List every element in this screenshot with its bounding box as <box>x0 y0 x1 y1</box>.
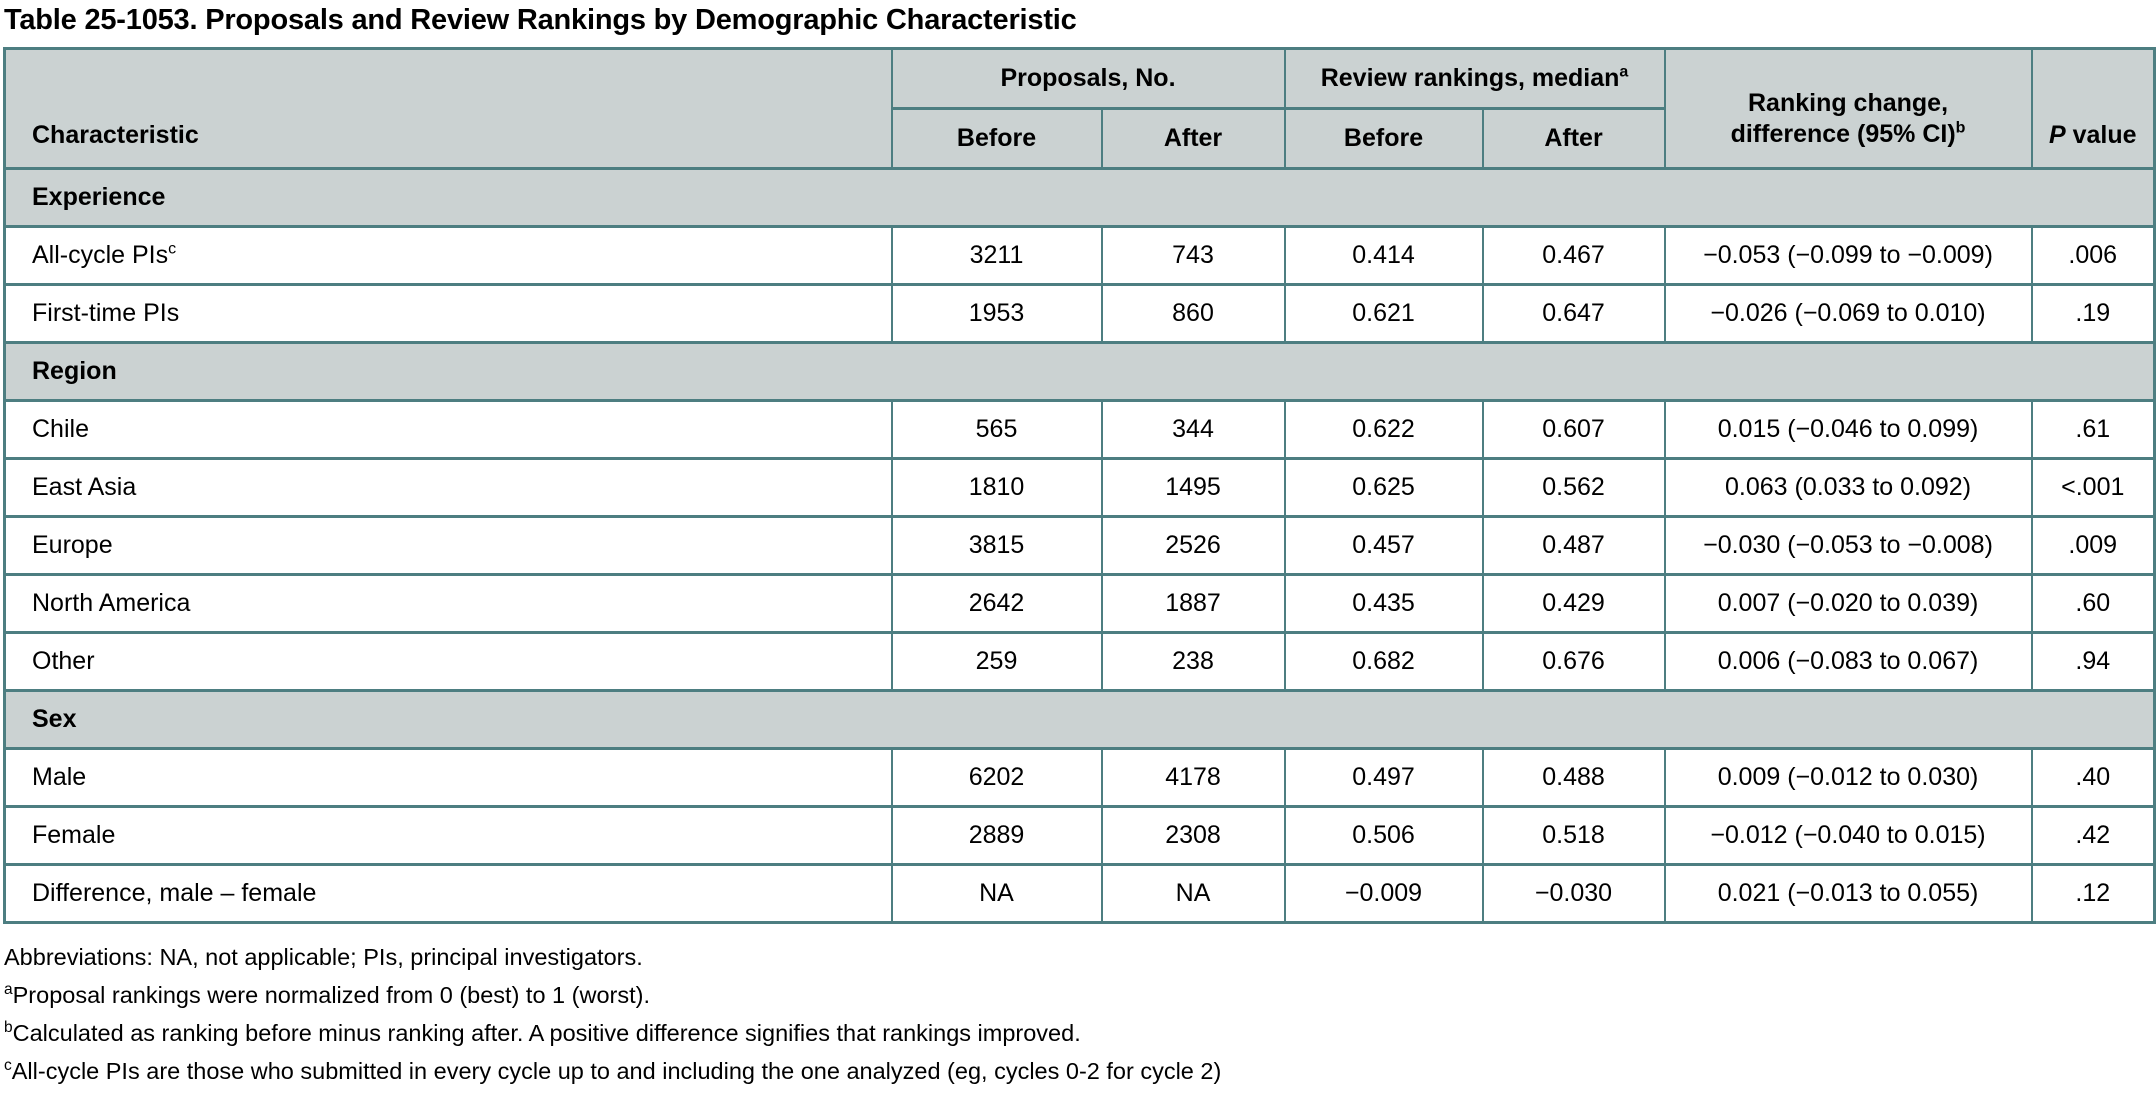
col-group-proposals-label: Proposals, No. <box>1000 64 1176 92</box>
cell-rankings-after: 0.487 <box>1483 517 1665 575</box>
col-header-proposals-before: Before <box>892 109 1102 169</box>
cell-p-value: .19 <box>2032 285 2155 343</box>
cell-rankings-after: 0.467 <box>1483 227 1665 285</box>
section-label: Region <box>5 343 2155 401</box>
row-label: Chile <box>32 415 89 443</box>
cell-proposals-after: 2526 <box>1102 517 1285 575</box>
col-group-review-rankings <box>1285 49 1665 109</box>
col-group-review-rankings-label: Review rankings, median <box>1320 64 1620 92</box>
cell-rankings-before: −0.009 <box>1285 865 1483 923</box>
section-row-experience <box>5 169 2155 227</box>
section-row-region <box>5 343 2155 401</box>
footnote-marker-b: b <box>1955 119 1966 137</box>
cell-rankings-after: 0.429 <box>1483 575 1665 633</box>
row-north-america <box>5 575 2155 633</box>
cell-p-value: .42 <box>2032 807 2155 865</box>
footnote-a <box>4 981 2156 1008</box>
page-title: Table 25-1053. Proposals and Review Rankings by Demographic Characteristic <box>4 4 1077 36</box>
cell-proposals-after: 743 <box>1102 227 1285 285</box>
p-value-rest: value <box>2065 121 2137 149</box>
footnote-marker-a: a <box>1619 63 1629 81</box>
col-group-proposals <box>892 49 1285 109</box>
row-label: Male <box>32 763 87 791</box>
cell-proposals-after: 860 <box>1102 285 1285 343</box>
cell-proposals-after: 1495 <box>1102 459 1285 517</box>
cell-proposals-after: 344 <box>1102 401 1285 459</box>
footnote-marker-c: c <box>168 240 177 258</box>
footnote-marker-b: b <box>4 1019 13 1037</box>
row-male <box>5 749 2155 807</box>
cell-rankings-after: −0.030 <box>1483 865 1665 923</box>
cell-rankings-after: 0.518 <box>1483 807 1665 865</box>
cell-ranking-change: −0.030 (−0.053 to −0.008) <box>1665 517 2032 575</box>
col-header-rankings-before: Before <box>1285 109 1483 169</box>
cell-rankings-before: 0.414 <box>1285 227 1483 285</box>
footnote-text: Calculated as ranking before minus ranking after. A positive difference signifies that rankings improved. <box>12 1020 1081 1046</box>
cell-rankings-after: 0.562 <box>1483 459 1665 517</box>
p-value-italic: P <box>2048 121 2066 149</box>
footnote-text: Abbreviations: NA, not applicable; PIs, principal investigators. <box>4 944 643 970</box>
header-row-groups <box>5 49 2155 109</box>
cell-p-value: .94 <box>2032 633 2155 691</box>
cell-p-value: .61 <box>2032 401 2155 459</box>
cell-ranking-change: −0.026 (−0.069 to 0.010) <box>1665 285 2032 343</box>
col-header-p-value <box>2032 49 2155 169</box>
cell-rankings-after: 0.647 <box>1483 285 1665 343</box>
row-female <box>5 807 2155 865</box>
footnote-text: All-cycle PIs are those who submitted in every cycle up to and including the one analyzed (eg, cycles 0-2 for cycle 2) <box>11 1058 1222 1084</box>
cell-p-value: .009 <box>2032 517 2155 575</box>
row-europe <box>5 517 2155 575</box>
section-label: Sex <box>5 691 2155 749</box>
footnotes <box>4 946 2156 1084</box>
section-label: Experience <box>5 169 2155 227</box>
row-label: North America <box>32 589 191 617</box>
footnote-text: Proposal rankings were normalized from 0 (best) to 1 (worst). <box>12 982 650 1008</box>
cell-ranking-change: 0.015 (−0.046 to 0.099) <box>1665 401 2032 459</box>
cell-proposals-before: 2642 <box>892 575 1102 633</box>
cell-characteristic <box>5 227 892 285</box>
ranking-change-line2: difference (95% CI) <box>1730 120 1956 148</box>
row-label: Other <box>32 647 95 675</box>
cell-rankings-before: 0.506 <box>1285 807 1483 865</box>
footnote-marker-a: a <box>4 981 13 999</box>
cell-ranking-change: 0.021 (−0.013 to 0.055) <box>1665 865 2032 923</box>
cell-p-value: .12 <box>2032 865 2155 923</box>
cell-characteristic <box>5 401 892 459</box>
row-east-asia <box>5 459 2155 517</box>
cell-characteristic <box>5 285 892 343</box>
cell-characteristic <box>5 749 892 807</box>
cell-rankings-before: 0.622 <box>1285 401 1483 459</box>
cell-characteristic <box>5 807 892 865</box>
cell-proposals-before: 2889 <box>892 807 1102 865</box>
ranking-change-line1: Ranking change, <box>1747 89 1949 117</box>
col-header-ranking-change <box>1665 49 2032 169</box>
cell-rankings-after: 0.676 <box>1483 633 1665 691</box>
cell-rankings-after: 0.488 <box>1483 749 1665 807</box>
cell-p-value: <.001 <box>2032 459 2155 517</box>
cell-ranking-change: 0.063 (0.033 to 0.092) <box>1665 459 2032 517</box>
footnote-c <box>4 1057 2156 1084</box>
cell-rankings-before: 0.682 <box>1285 633 1483 691</box>
cell-proposals-before: 259 <box>892 633 1102 691</box>
data-table <box>3 47 2156 924</box>
row-label: Europe <box>32 531 113 559</box>
cell-rankings-before: 0.497 <box>1285 749 1483 807</box>
cell-proposals-before: NA <box>892 865 1102 923</box>
cell-proposals-before: 6202 <box>892 749 1102 807</box>
cell-rankings-before: 0.621 <box>1285 285 1483 343</box>
row-chile <box>5 401 2155 459</box>
cell-proposals-before: 1810 <box>892 459 1102 517</box>
row-label: Difference, male – female <box>32 879 317 907</box>
cell-proposals-after: NA <box>1102 865 1285 923</box>
cell-characteristic <box>5 865 892 923</box>
row-label: All-cycle PIs <box>32 241 169 269</box>
cell-ranking-change: 0.009 (−0.012 to 0.030) <box>1665 749 2032 807</box>
row-other <box>5 633 2155 691</box>
cell-characteristic <box>5 633 892 691</box>
row-label: Female <box>32 821 116 849</box>
cell-rankings-before: 0.435 <box>1285 575 1483 633</box>
cell-p-value: .60 <box>2032 575 2155 633</box>
cell-proposals-after: 2308 <box>1102 807 1285 865</box>
row-first-time-pis <box>5 285 2155 343</box>
row-label: East Asia <box>32 473 137 501</box>
cell-ranking-change: −0.053 (−0.099 to −0.009) <box>1665 227 2032 285</box>
col-header-characteristic: Characteristic <box>5 49 892 169</box>
footnote-b <box>4 1019 2156 1046</box>
cell-characteristic <box>5 517 892 575</box>
cell-proposals-before: 3815 <box>892 517 1102 575</box>
cell-proposals-before: 3211 <box>892 227 1102 285</box>
cell-proposals-after: 4178 <box>1102 749 1285 807</box>
cell-rankings-before: 0.457 <box>1285 517 1483 575</box>
cell-p-value: .006 <box>2032 227 2155 285</box>
cell-proposals-before: 1953 <box>892 285 1102 343</box>
cell-p-value: .40 <box>2032 749 2155 807</box>
footnote-abbreviations <box>4 946 2156 970</box>
footnote-marker-c: c <box>4 1057 12 1075</box>
cell-ranking-change: 0.006 (−0.083 to 0.067) <box>1665 633 2032 691</box>
row-difference-male-female <box>5 865 2155 923</box>
cell-characteristic <box>5 575 892 633</box>
cell-proposals-before: 565 <box>892 401 1102 459</box>
cell-proposals-after: 1887 <box>1102 575 1285 633</box>
cell-rankings-after: 0.607 <box>1483 401 1665 459</box>
cell-ranking-change: −0.012 (−0.040 to 0.015) <box>1665 807 2032 865</box>
row-all-cycle-pis <box>5 227 2155 285</box>
col-header-proposals-after: After <box>1102 109 1285 169</box>
cell-rankings-before: 0.625 <box>1285 459 1483 517</box>
row-label: First-time PIs <box>32 299 180 327</box>
col-header-rankings-after: After <box>1483 109 1665 169</box>
cell-characteristic <box>5 459 892 517</box>
cell-proposals-after: 238 <box>1102 633 1285 691</box>
cell-ranking-change: 0.007 (−0.020 to 0.039) <box>1665 575 2032 633</box>
section-row-sex <box>5 691 2155 749</box>
